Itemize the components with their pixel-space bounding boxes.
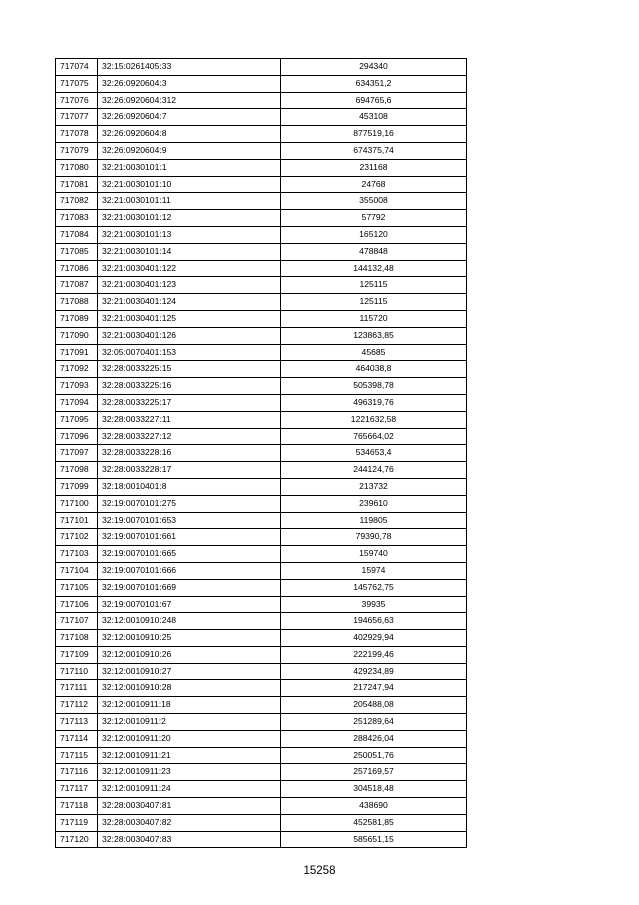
cadastral-number-cell: 32:28:0030407:81 xyxy=(98,798,281,815)
value-cell: 244124,76 xyxy=(281,462,467,479)
value-cell: 355008 xyxy=(281,193,467,210)
cadastral-number-cell: 32:21:0030101:10 xyxy=(98,176,281,193)
value-cell: 402929,94 xyxy=(281,630,467,647)
row-number-cell: 717097 xyxy=(56,445,98,462)
value-cell: 452581,85 xyxy=(281,814,467,831)
value-cell: 251289,64 xyxy=(281,714,467,731)
value-cell: 79390,78 xyxy=(281,529,467,546)
cadastral-number-cell: 32:26:0920604:8 xyxy=(98,126,281,143)
table-row xyxy=(56,512,467,529)
table-row xyxy=(56,630,467,647)
cadastral-number-cell: 32:26:0920604:3 xyxy=(98,75,281,92)
value-cell: 765664,02 xyxy=(281,428,467,445)
row-number-cell: 717098 xyxy=(56,462,98,479)
row-number-cell: 717074 xyxy=(56,59,98,76)
cadastral-number-cell: 32:26:0920604:9 xyxy=(98,142,281,159)
table-row xyxy=(56,411,467,428)
table-row xyxy=(56,814,467,831)
row-number-cell: 717115 xyxy=(56,747,98,764)
cadastral-number-cell: 32:12:0010910:248 xyxy=(98,613,281,630)
row-number-cell: 717099 xyxy=(56,478,98,495)
value-cell: 205488,08 xyxy=(281,697,467,714)
cadastral-number-cell: 32:12:0010911:23 xyxy=(98,764,281,781)
row-number-cell: 717079 xyxy=(56,142,98,159)
cadastral-number-cell: 32:12:0010910:26 xyxy=(98,646,281,663)
row-number-cell: 717075 xyxy=(56,75,98,92)
cadastral-number-cell: 32:21:0030401:125 xyxy=(98,310,281,327)
table-row xyxy=(56,394,467,411)
row-number-cell: 717114 xyxy=(56,730,98,747)
table-row xyxy=(56,579,467,596)
value-cell: 534653,4 xyxy=(281,445,467,462)
table-row xyxy=(56,546,467,563)
table-row xyxy=(56,730,467,747)
row-number-cell: 717101 xyxy=(56,512,98,529)
cadastral-number-cell: 32:21:0030101:12 xyxy=(98,210,281,227)
value-cell: 145762,75 xyxy=(281,579,467,596)
table-row xyxy=(56,663,467,680)
value-cell: 294340 xyxy=(281,59,467,76)
cadastral-number-cell: 32:21:0030401:126 xyxy=(98,327,281,344)
table-row xyxy=(56,210,467,227)
table-row xyxy=(56,428,467,445)
cadastral-number-cell: 32:21:0030401:122 xyxy=(98,260,281,277)
table-row xyxy=(56,697,467,714)
cadastral-number-cell: 32:19:0070101:67 xyxy=(98,596,281,613)
value-cell: 674375,74 xyxy=(281,142,467,159)
row-number-cell: 717080 xyxy=(56,159,98,176)
row-number-cell: 717094 xyxy=(56,394,98,411)
row-number-cell: 717100 xyxy=(56,495,98,512)
table-row xyxy=(56,75,467,92)
cadastral-number-cell: 32:28:0033225:17 xyxy=(98,394,281,411)
cadastral-number-cell: 32:19:0070101:661 xyxy=(98,529,281,546)
value-cell: 694765,6 xyxy=(281,92,467,109)
cadastral-number-cell: 32:21:0030101:14 xyxy=(98,243,281,260)
value-cell: 304518,48 xyxy=(281,781,467,798)
row-number-cell: 717106 xyxy=(56,596,98,613)
row-number-cell: 717086 xyxy=(56,260,98,277)
table-row xyxy=(56,109,467,126)
row-number-cell: 717096 xyxy=(56,428,98,445)
row-number-cell: 717116 xyxy=(56,764,98,781)
table-row xyxy=(56,310,467,327)
row-number-cell: 717078 xyxy=(56,126,98,143)
table-row xyxy=(56,361,467,378)
cadastral-number-cell: 32:19:0070101:665 xyxy=(98,546,281,563)
row-number-cell: 717093 xyxy=(56,378,98,395)
value-cell: 438690 xyxy=(281,798,467,815)
value-cell: 429234,89 xyxy=(281,663,467,680)
value-cell: 464038,8 xyxy=(281,361,467,378)
cadastral-number-cell: 32:21:0030101:1 xyxy=(98,159,281,176)
value-cell: 119805 xyxy=(281,512,467,529)
table-row xyxy=(56,294,467,311)
cadastral-number-cell: 32:05:0070401:153 xyxy=(98,344,281,361)
row-number-cell: 717092 xyxy=(56,361,98,378)
page-number: 15258 xyxy=(303,865,336,877)
row-number-cell: 717089 xyxy=(56,310,98,327)
value-cell: 288426,04 xyxy=(281,730,467,747)
value-cell: 496319,76 xyxy=(281,394,467,411)
table-row xyxy=(56,142,467,159)
table-row xyxy=(56,176,467,193)
row-number-cell: 717077 xyxy=(56,109,98,126)
value-cell: 222199,46 xyxy=(281,646,467,663)
value-cell: 213732 xyxy=(281,478,467,495)
cadastral-number-cell: 32:19:0070101:275 xyxy=(98,495,281,512)
cadastral-number-cell: 32:21:0030401:123 xyxy=(98,277,281,294)
row-number-cell: 717084 xyxy=(56,226,98,243)
table-row xyxy=(56,378,467,395)
table-row xyxy=(56,613,467,630)
table-row xyxy=(56,680,467,697)
row-number-cell: 717119 xyxy=(56,814,98,831)
row-number-cell: 717120 xyxy=(56,831,98,848)
table-row xyxy=(56,478,467,495)
table-row xyxy=(56,714,467,731)
cadastral-number-cell: 32:19:0070101:669 xyxy=(98,579,281,596)
table-row xyxy=(56,260,467,277)
row-number-cell: 717118 xyxy=(56,798,98,815)
value-cell: 57792 xyxy=(281,210,467,227)
cadastral-number-cell: 32:12:0010911:2 xyxy=(98,714,281,731)
row-number-cell: 717095 xyxy=(56,411,98,428)
value-cell: 877519,16 xyxy=(281,126,467,143)
value-cell: 634351,2 xyxy=(281,75,467,92)
value-cell: 250051,76 xyxy=(281,747,467,764)
table-row xyxy=(56,92,467,109)
row-number-cell: 717113 xyxy=(56,714,98,731)
row-number-cell: 717085 xyxy=(56,243,98,260)
cadastral-number-cell: 32:28:0033225:16 xyxy=(98,378,281,395)
cadastral-number-cell: 32:28:0033228:16 xyxy=(98,445,281,462)
table-row xyxy=(56,462,467,479)
value-cell: 165120 xyxy=(281,226,467,243)
table-row xyxy=(56,226,467,243)
cadastral-number-cell: 32:12:0010911:18 xyxy=(98,697,281,714)
value-cell: 505398,78 xyxy=(281,378,467,395)
row-number-cell: 717091 xyxy=(56,344,98,361)
table-row xyxy=(56,327,467,344)
value-cell: 239610 xyxy=(281,495,467,512)
cadastral-number-cell: 32:26:0920604:7 xyxy=(98,109,281,126)
cadastral-number-cell: 32:18:0010401:8 xyxy=(98,478,281,495)
cadastral-number-cell: 32:28:0033225:15 xyxy=(98,361,281,378)
row-number-cell: 717090 xyxy=(56,327,98,344)
cadastral-number-cell: 32:28:0033227:11 xyxy=(98,411,281,428)
cadastral-number-cell: 32:28:0030407:82 xyxy=(98,814,281,831)
value-cell: 478848 xyxy=(281,243,467,260)
cadastral-number-cell: 32:28:0033228:17 xyxy=(98,462,281,479)
cadastral-number-cell: 32:12:0010911:20 xyxy=(98,730,281,747)
cadastral-number-cell: 32:26:0920604:312 xyxy=(98,92,281,109)
value-cell: 45685 xyxy=(281,344,467,361)
row-number-cell: 717087 xyxy=(56,277,98,294)
table-body xyxy=(56,59,467,848)
cadastral-number-cell: 32:12:0010910:27 xyxy=(98,663,281,680)
table-row xyxy=(56,764,467,781)
value-cell: 217247,94 xyxy=(281,680,467,697)
row-number-cell: 717082 xyxy=(56,193,98,210)
table-row xyxy=(56,159,467,176)
cadastral-number-cell: 32:19:0070101:666 xyxy=(98,562,281,579)
table-row xyxy=(56,747,467,764)
row-number-cell: 717103 xyxy=(56,546,98,563)
table-row xyxy=(56,798,467,815)
cadastral-number-cell: 32:21:0030101:13 xyxy=(98,226,281,243)
cadastral-number-cell: 32:12:0010910:28 xyxy=(98,680,281,697)
table-row xyxy=(56,59,467,76)
value-cell: 1221632,58 xyxy=(281,411,467,428)
value-cell: 125115 xyxy=(281,277,467,294)
table-row xyxy=(56,495,467,512)
value-cell: 123863,85 xyxy=(281,327,467,344)
row-number-cell: 717112 xyxy=(56,697,98,714)
table-row xyxy=(56,781,467,798)
value-cell: 453108 xyxy=(281,109,467,126)
cadastral-number-cell: 32:28:0033227:12 xyxy=(98,428,281,445)
value-cell: 125115 xyxy=(281,294,467,311)
cadastral-number-cell: 32:19:0070101:653 xyxy=(98,512,281,529)
value-cell: 39935 xyxy=(281,596,467,613)
table-row xyxy=(56,596,467,613)
cadastral-number-cell: 32:12:0010911:24 xyxy=(98,781,281,798)
table-row xyxy=(56,445,467,462)
cadastral-number-cell: 32:12:0010910:25 xyxy=(98,630,281,647)
cadastral-number-cell: 32:15:0261405:33 xyxy=(98,59,281,76)
row-number-cell: 717117 xyxy=(56,781,98,798)
value-cell: 194656,63 xyxy=(281,613,467,630)
value-cell: 585651,15 xyxy=(281,831,467,848)
row-number-cell: 717081 xyxy=(56,176,98,193)
value-cell: 231168 xyxy=(281,159,467,176)
row-number-cell: 717088 xyxy=(56,294,98,311)
row-number-cell: 717083 xyxy=(56,210,98,227)
table-row xyxy=(56,344,467,361)
value-cell: 144132,48 xyxy=(281,260,467,277)
row-number-cell: 717110 xyxy=(56,663,98,680)
cadastral-value-table xyxy=(55,58,467,848)
cadastral-number-cell: 32:12:0010911:21 xyxy=(98,747,281,764)
table-row xyxy=(56,646,467,663)
row-number-cell: 717108 xyxy=(56,630,98,647)
row-number-cell: 717105 xyxy=(56,579,98,596)
row-number-cell: 717102 xyxy=(56,529,98,546)
table-row xyxy=(56,126,467,143)
value-cell: 159740 xyxy=(281,546,467,563)
value-cell: 115720 xyxy=(281,310,467,327)
table-row xyxy=(56,277,467,294)
cadastral-number-cell: 32:28:0030407:83 xyxy=(98,831,281,848)
row-number-cell: 717109 xyxy=(56,646,98,663)
table-row xyxy=(56,529,467,546)
cadastral-number-cell: 32:21:0030101:11 xyxy=(98,193,281,210)
value-cell: 257169,57 xyxy=(281,764,467,781)
row-number-cell: 717076 xyxy=(56,92,98,109)
table-row xyxy=(56,831,467,848)
row-number-cell: 717107 xyxy=(56,613,98,630)
table-row xyxy=(56,243,467,260)
row-number-cell: 717111 xyxy=(56,680,98,697)
table-row xyxy=(56,562,467,579)
table-row xyxy=(56,193,467,210)
cadastral-number-cell: 32:21:0030401:124 xyxy=(98,294,281,311)
value-cell: 15974 xyxy=(281,562,467,579)
row-number-cell: 717104 xyxy=(56,562,98,579)
value-cell: 24768 xyxy=(281,176,467,193)
